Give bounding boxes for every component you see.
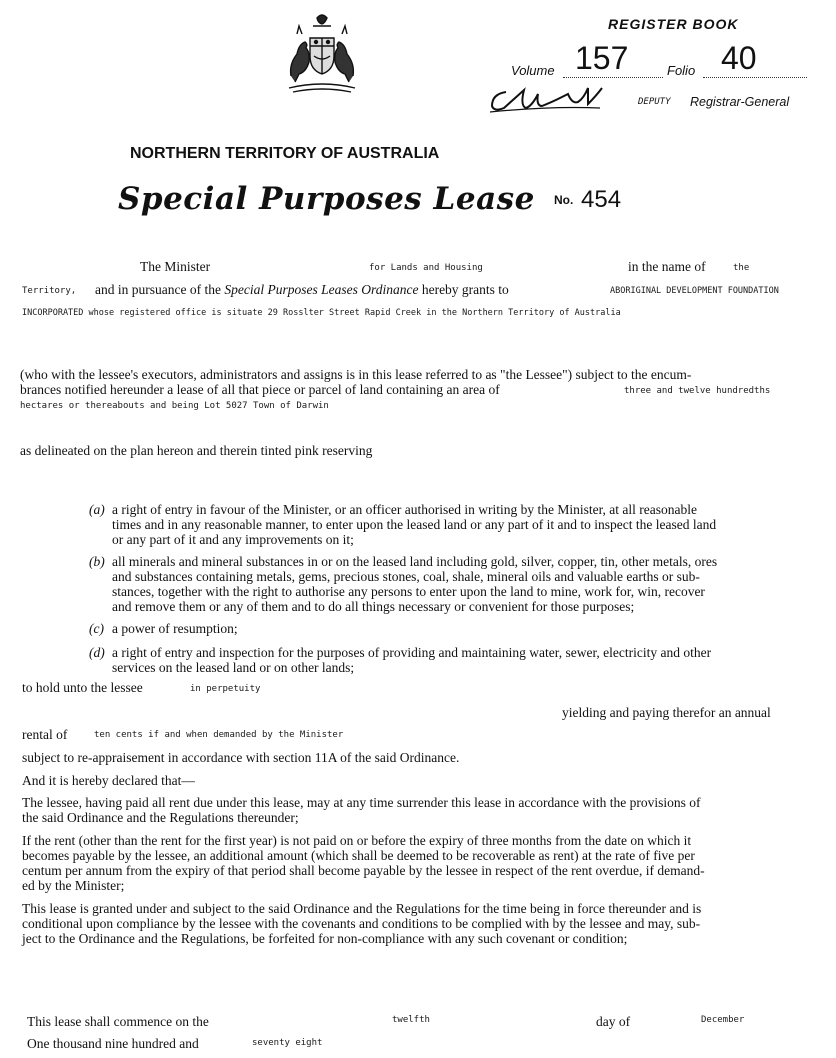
lessee-paragraph-line1: (who with the lessee's executors, administrators and assigns is in this lease referred to as "the Lessee") subject to the encum- [20,367,692,382]
commence-label: This lease shall commence on the [27,1014,209,1029]
pursuance-text-pre: and in pursuance of the [95,282,221,297]
minister-portfolio-value: for Lands and Housing [369,263,483,273]
reappraisal-text: subject to re-appraisement in accordance with section 11A of the said Ordinance. [22,750,460,765]
reservation-line: services on the leased land or on other lands; [112,660,355,675]
reservation-line: a right of entry in favour of the Minister, or an officer authorised in writing by the Minister, at all reasonable [112,502,698,517]
declaration-line: the said Ordinance and the Regulations thereunder; [22,810,299,825]
declaration-line: This lease is granted under and subject to the said Ordinance and the Regulations for the time being in force thereunder and is [22,901,702,916]
declaration-paragraph [22,833,822,893]
declaration-line: becomes payable by the lessee, an additional amount (which shall be deemed to be recoverable as rent) at the rate of five per [22,848,695,863]
reservation-line: all minerals and mineral substances in or on the leased land including gold, silver, copper, tin, other metals, ores [112,554,718,569]
pursuance-line [95,282,509,298]
declared-text: And it is hereby declared that— [22,773,195,788]
land-area-value: three and twelve hundredths [624,386,771,396]
reservation-line: or any part of it and any improvements on it; [112,532,354,547]
declaration-line: ed by the Minister; [22,878,125,893]
declaration-line: conditional upon compliance by the lessee with the covenants and conditions to be complied with by the lessee and may, sub- [22,916,701,931]
lease-number-prefix: No. [554,193,574,207]
year-label: One thousand nine hundred and [27,1036,199,1051]
reservation-line: and remove them or any of them and to do all things necessary or convenient for those purposes; [112,599,635,614]
reservation-label: (a) [89,502,105,517]
in-name-of-value: the [733,263,750,273]
reservation-line: a right of entry and inspection for the purposes of providing and maintaining water, sewer, electricity and other [112,645,712,660]
volume-label: Volume [511,63,555,78]
land-description-value: hectares or thereabouts and being Lot 5027 Town of Darwin [20,401,329,411]
lease-title: Special Purposes Lease [118,181,535,217]
day-of-label: day of [596,1014,631,1029]
declaration-line: ject to the Ordinance and the Regulations, be forfeited for non-compliance with any such covenant or condition; [22,931,628,946]
reservation-text [112,554,812,614]
grantee-name-line1: ABORIGINAL DEVELOPMENT FOUNDATION [610,286,779,296]
declaration-line: The lessee, having paid all rent due under this lease, may at any time surrender this lease in accordance with the provisions of [22,795,701,810]
reservation-label: (d) [89,645,105,660]
deputy-mark: DEPUTY [638,97,671,107]
hold-term-value: in perpetuity [190,684,261,694]
declaration-line: centum per annum from the expiry of that period shall become payable by the lessee in respect of the rent overdue, if demand- [22,863,705,878]
reservation-label: (b) [89,554,105,569]
register-book-heading: REGISTER BOOK [608,16,739,32]
folio-dotted-line [703,77,807,78]
reservation-line: stances, together with the right to authorise any persons to enter upon the land to mine, work for, win, recover [112,584,705,599]
reservation-text [112,621,812,636]
rental-label: rental of [22,727,68,742]
territory-value: Territory, [22,286,77,296]
registrar-signature [488,82,638,116]
folio-label: Folio [667,63,696,78]
reservation-line: times and in any reasonable manner, to enter upon the leased land or any part of it and to inspect the leased land [112,517,717,532]
commence-day-value: twelfth [392,1015,430,1025]
folio-value: 40 [721,40,757,76]
rental-value: ten cents if and when demanded by the Minister [94,730,344,740]
volume-dotted-line [563,77,663,78]
ordinance-name: Special Purposes Leases Ordinance [224,282,419,297]
commence-month-value: December [701,1015,745,1025]
reservation-text [112,502,812,547]
commence-year-value: seventy eight [252,1038,323,1048]
reservation-text [112,645,812,675]
yielding-text: yielding and paying therefor an annual [562,705,771,720]
hold-unto-label: to hold unto the lessee [22,680,143,695]
reservation-line: and substances containing metals, gems, precious stones, coal, shale, mineral oils and valuable earths or sub- [112,569,700,584]
lease-number-value: 454 [581,186,622,213]
in-name-of-label: in the name of [628,259,706,274]
coat-of-arms-emblem [283,12,361,96]
lessee-paragraph-line2: brances notified hereunder a lease of all that piece or parcel of land containing an area of [20,382,500,397]
reservation-label: (c) [89,621,104,636]
declaration-paragraph [22,901,822,946]
registrar-general-label: Registrar-General [690,95,790,109]
declaration-line: If the rent (other than the rent for the first year) is not paid on or before the expiry of three months from the date on which it [22,833,692,848]
minister-label: The Minister [140,259,211,274]
reservation-line: a power of resumption; [112,621,238,636]
delineated-text: as delineated on the plan hereon and therein tinted pink reserving [20,443,373,458]
volume-value: 157 [575,40,629,76]
grantee-name-line2: INCORPORATED whose registered office is situate 29 Rosslter Street Rapid Creek in the Northern Territory of Australia [22,308,621,318]
pursuance-text-post: hereby grants to [421,282,509,297]
jurisdiction-heading: NORTHERN TERRITORY OF AUSTRALIA [130,145,440,162]
declaration-paragraph [22,795,822,825]
